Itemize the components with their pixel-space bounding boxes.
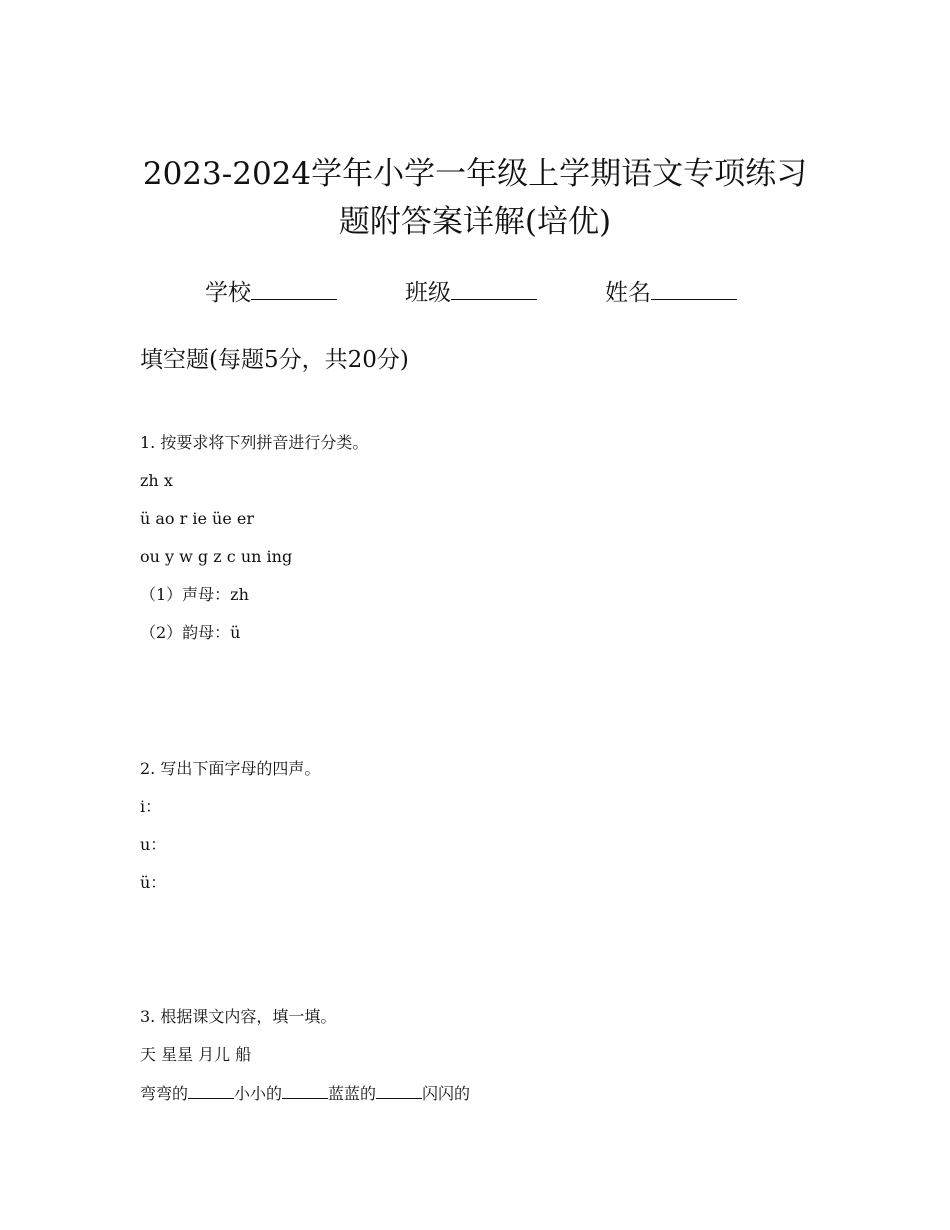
- q1-pinyin-row-3: ou y w g z c un ing: [140, 547, 293, 566]
- school-label: 学校: [205, 280, 251, 306]
- title-line-2: 题附答案详解(培优): [338, 204, 612, 240]
- school-blank[interactable]: [251, 275, 337, 300]
- section-heading: 填空题(每题5分，共20分): [140, 347, 409, 373]
- q1-sub-answer-1: （1）声母：zh: [140, 585, 249, 604]
- name-blank[interactable]: [651, 275, 737, 300]
- q3-word-bank: 天 星星 月儿 船: [140, 1045, 252, 1064]
- name-label: 姓名: [605, 280, 651, 306]
- q3-prompt: 3. 根据课文内容，填一填。: [140, 1007, 337, 1026]
- q3-blank-label-1: 弯弯的: [140, 1084, 189, 1103]
- q2-prompt: 2. 写出下面字母的四声。: [140, 759, 321, 778]
- q2-line-i: i：: [140, 797, 162, 816]
- class-blank[interactable]: [451, 275, 537, 300]
- q1-pinyin-row-2: ü ao r ie üe er: [140, 509, 255, 528]
- q2-line-v: ü：: [140, 873, 167, 892]
- title-line-1: 2023-2024学年小学一年级上学期语文专项练习: [142, 156, 808, 192]
- q3-fill-line: [140, 1081, 470, 1106]
- q3-blank-2[interactable]: [282, 1081, 328, 1099]
- q3-blank-3[interactable]: [376, 1081, 422, 1099]
- q3-blank-label-4: 闪闪的: [422, 1084, 471, 1103]
- q3-blank-label-2: 小小的: [234, 1084, 283, 1103]
- q1-sub-answer-2: （2）韵母：ü: [140, 623, 241, 642]
- class-label: 班级: [405, 280, 451, 306]
- q3-blank-1[interactable]: [188, 1081, 234, 1099]
- q3-blank-label-3: 蓝蓝的: [328, 1084, 377, 1103]
- q1-pinyin-row-1: zh x: [140, 471, 173, 490]
- name-field[interactable]: [605, 275, 737, 310]
- class-field[interactable]: [405, 275, 537, 310]
- q2-line-u: u：: [140, 835, 167, 854]
- school-field[interactable]: [205, 275, 337, 310]
- q1-prompt: 1. 按要求将下列拼音进行分类。: [140, 433, 369, 452]
- document-title: [100, 150, 850, 246]
